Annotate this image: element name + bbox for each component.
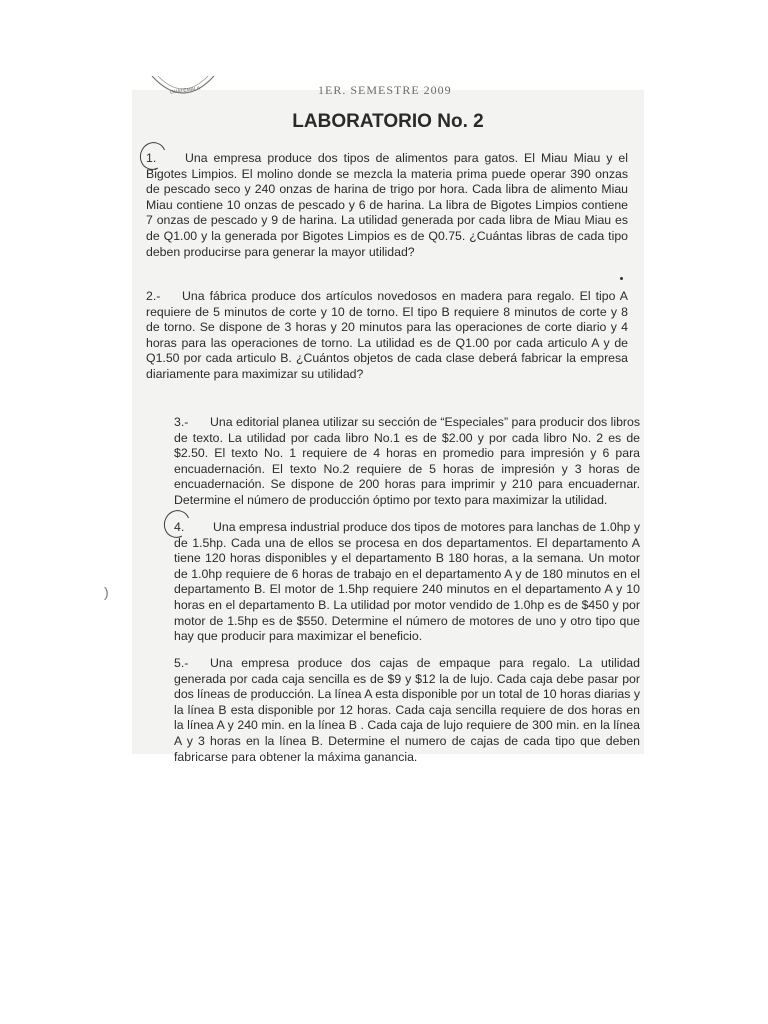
scan-speck <box>620 277 623 280</box>
university-seal-logo <box>150 76 216 106</box>
problem-5 <box>174 656 640 765</box>
svg-text:GUATEMALA: GUATEMALA <box>169 85 201 96</box>
problem-text: Una empresa produce dos tipos de alimentos para gatos. El Miau Miau y el Bigotes Limpios. El molino donde se mezcla la materia prima puede operar 390 onzas de pescado seco y 240 onzas de harina de trigo por hora. Cada libra de alimento Miau Miau contiene 10 onzas de pescado y 6 de harina. La libra de Bigotes Limpios contiene 7 onzas de pescado y 9 de harina. La utilidad generada por cada libra de Miau Miau es de Q1.00 y la generada por Bigotes Limpios es de Q0.75. ¿Cuántas libras de cada tipo deben producirse para generar la mayor utilidad? <box>146 151 628 259</box>
problem-4 <box>174 520 640 645</box>
problem-1 <box>146 151 628 260</box>
problem-number: 2.- <box>146 289 161 303</box>
scan-edge-mark: ) <box>104 584 109 600</box>
problem-3 <box>174 415 640 509</box>
page-title: LABORATORIO No. 2 <box>292 111 484 132</box>
problem-text: Una fábrica produce dos artículos novedosos en madera para regalo. El tipo A requiere de 5 minutos de corte y 10 de torno. El tipo B requiere 8 minutos de corte y 8 de torno. Se dispone de 3 horas y 20 minutos para las operaciones de corte diario y 4 horas para las operaciones de torno. La utilidad es de Q1.00 por cada articulo A y de Q1.50 por cada articulo B. ¿Cuántos objetos de cada clase deberá fabricar la empresa diariamente para maximizar su utilidad? <box>146 289 628 381</box>
problem-text: Una empresa produce dos cajas de empaque para regalo. La utilidad generada por cada caja sencilla es de $9 y $12 la de lujo. Cada caja debe pasar por dos líneas de producción. La línea A esta disponible por un total de 10 horas diarias y la línea B esta disponible por 12 horas. Cada caja sencilla requiere de dos horas en la línea A y 240 min. en la línea B . Cada caja de lujo requiere de 300 min. en la línea A y 3 horas en la línea B. Determine el numero de cajas de cada tipo que deben fabricarse para obtener la máxima ganancia. <box>174 656 640 764</box>
problem-text: Una editorial planea utilizar su sección de “Especiales” para producir dos libros de texto. La utilidad por cada libro No.1 es de $2.00 y por cada libro No. 2 es de $2.50. El texto No. 1 requiere de 4 horas en promedio para impresión y 6 para encuadernación. El texto No.2 requiere de 5 horas de impresión y 3 horas de encuadernación. Se dispone de 200 horas para imprimir y 210 para encuadernar. Determine el número de producción óptimo por texto para maximizar la utilidad. <box>174 415 640 507</box>
problem-number: 3.- <box>174 415 189 429</box>
problem-number: 1. <box>146 151 157 165</box>
problem-text: Una empresa industrial produce dos tipos de motores para lanchas de 1.0hp y de 1.5hp. Cada una de ellos se procesa en dos departamentos. El departamento A tiene 120 horas disponibles y el departamento B 180 horas, a la semana. Un motor de 1.0hp requiere de 6 horas de trabajo en el departamento A y de 180 minutos en el departamento B. El motor de 1.5hp requiere 240 minutos en el departamento A y 10 horas en el departamento B. La utilidad por motor vendido de 1.0hp es de $450 y por motor de 1.5hp es de $550. Determine el número de motores de uno y otro tipo que hay que producir para maximizar el beneficio. <box>174 520 640 644</box>
problem-number: 5.- <box>174 656 189 670</box>
problem-2 <box>146 289 628 383</box>
problem-number: 4. <box>174 520 185 534</box>
semester-header: 1ER. SEMESTRE 2009 <box>318 83 452 94</box>
